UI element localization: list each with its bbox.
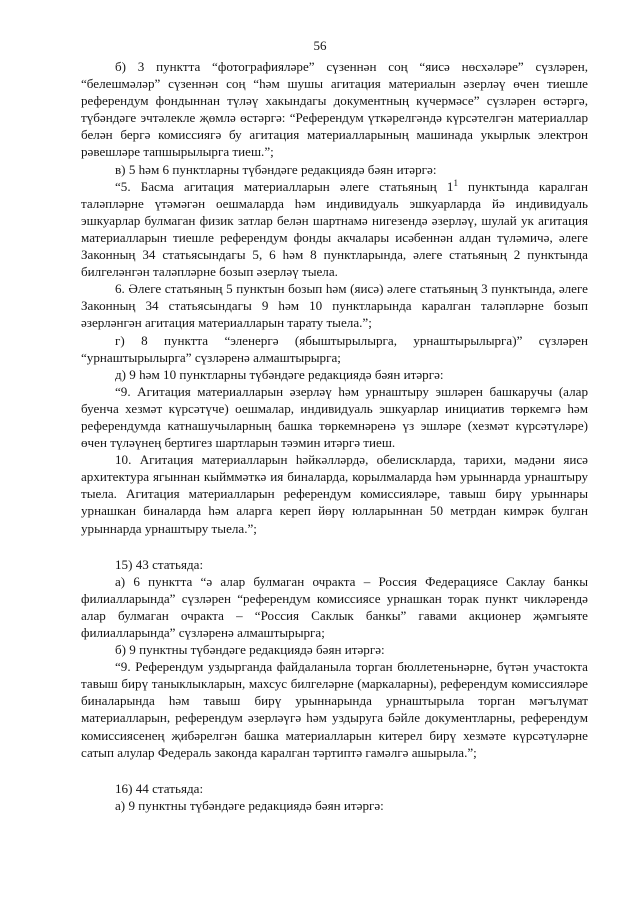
paragraph-point-5-text <box>81 178 588 281</box>
paragraph-point-6-text: 6. Әлеге статьяның 5 пунктын бозып һәм (яисә) әлеге статьяның 3 пунктында, әлеге Законның 34 статьясындагы 9 һәм 10 пунктларында каралган таләпләрне бозып әзерләнгән агитация материалларын тарату тыела.”; <box>81 281 588 331</box>
paragraph-article-43-heading: 15) 43 статьяда: <box>115 556 204 572</box>
paragraph-amendment-b-point-3: б) 3 пунктта “фотографияләре” сүзеннән соң “яисә нөсхәләре” сүзләрен, “белешмәләр” сүзеннән соң “һәм шушы агитация материалын әзерләү өчен тиешле референдум фондыннан түләү хакындагы документның күчермәсе” сүзләрен өстәргә, түбәндәге эчтәлекле җөмлә өстәргә: “Референдум үткәрелгәндә күрсәтелгән материаллар белән бергә комиссиягә бу агитация материалларының машинада укырлык электрон рәвешләре тапшырылырга тиеш.”; <box>81 59 588 160</box>
paragraph-amendment-d-points-9-10: д) 9 һәм 10 пунктларны түбәндәге редакциядә бәян итәргә: <box>115 366 444 382</box>
paragraph-article-44-heading: 16) 44 статьяда: <box>115 780 204 796</box>
paragraph-article-43-b: б) 9 пунктны түбәндәге редакциядә бәян итәргә: <box>115 642 385 658</box>
point-5-text-end: пунктында каралган таләпләрне үтәмәгән оешмаларда һәм индивидуаль эшкуарларда йә индивидуаль эшкуарлар булмаган физик затлар белән шартнамә нигезендә әзерләү, шулай ук агитация материалларын тиешле референдум фонды акчалары исәбеннән алдан түләмичә, әлеге Законның 34 статьясындагы 5, 6 һәм 8 пунктларында, әлеге статьяның 2 пунктында билгеләнгән таләпләрне бозып әзерләү тыела. <box>81 178 588 280</box>
section-spacer <box>81 761 588 780</box>
point-5-text-start: “5. Басма агитация материалларын әлеге статьяның 1 <box>115 178 454 194</box>
body-text <box>81 58 588 814</box>
paragraph-article-43-a: а) 6 пунктта “ә алар булмаган очракта – Россия Федерациясе Саклау банкы филиалларында” сүзләрен “референдум комиссиясе урнашкан торак пункт чикләрендә алар булмаган очракта – “Россия Саклык банкы” гавами акционер җәмгыяте филиалларында” сүзләренә алмаштырырга; <box>81 573 588 640</box>
paragraph-amendment-g-point-8: г) 8 пунктта “эленергә (ябыштырылырга, урнаштырылырга)” сүзләрен “урнаштырылырга” сүзләренә алмаштырырга; <box>81 332 588 365</box>
paragraph-point-10-text: 10. Агитация материалларын һәйкәлләрдә, обелискларда, тарихи, мәдәни яисә архитектура ягыннан кыйммәткә ия биналарда, корылмаларда һәм урыннарда урнаштыру тыела. Агитация материалларын референдум комиссияләре, тавыш бирү урыннары урнашкан биналарда һәм аларга кереп йөрү юлларыннан 50 метрдан кимрәк булган урыннарда урнаштыру тыела.”; <box>81 452 588 536</box>
paragraph-amendment-v-points-5-6: в) 5 һәм 6 пунктларны түбәндәге редакциядә бәян итәргә: <box>115 161 437 177</box>
point-5-superscript: 1 <box>453 177 458 188</box>
paragraph-article-44-a: а) 9 пунктны түбәндәге редакциядә бәян итәргә: <box>115 797 384 813</box>
page-number: 56 <box>313 38 327 53</box>
paragraph-point-9-text: “9. Агитация материалларын әзерләү һәм урнаштыру эшләрен башкаручы (алар буенча хезмәт күрсәтүче) оешмалар, индивидуаль эшкуарлар инициатив төркемгә һәм референдумда катнашучыларның башка төркемнәренә үз эшләре (хезмәт күрсәтүләре) өчен түләүнең бертигез шартларын тәэмин итәргә тиеш. <box>81 383 588 451</box>
paragraph-article-43-point-9-text: “9. Референдум уздырганда файдаланыла торган бюллетеньнәрне, бүтән участокта тавыш бирү таныклыкларын, махсус билгеләрне (маркаларны), референдум комиссияләре биналарында һәм тавыш бирү урыннарында урнаштырыла торган мәгълүмат материалларын, референдум әзерләүгә һәм уздыруга бәйле документларны, референдум комиссиясенең җибәрелгән башка материалларын китерел бирү хезмәте күрсәтүләрне сатып алулар Федераль законда каралган тәртиптә гамәлгә ашырыла.”; <box>81 659 588 760</box>
section-spacer <box>81 537 588 556</box>
